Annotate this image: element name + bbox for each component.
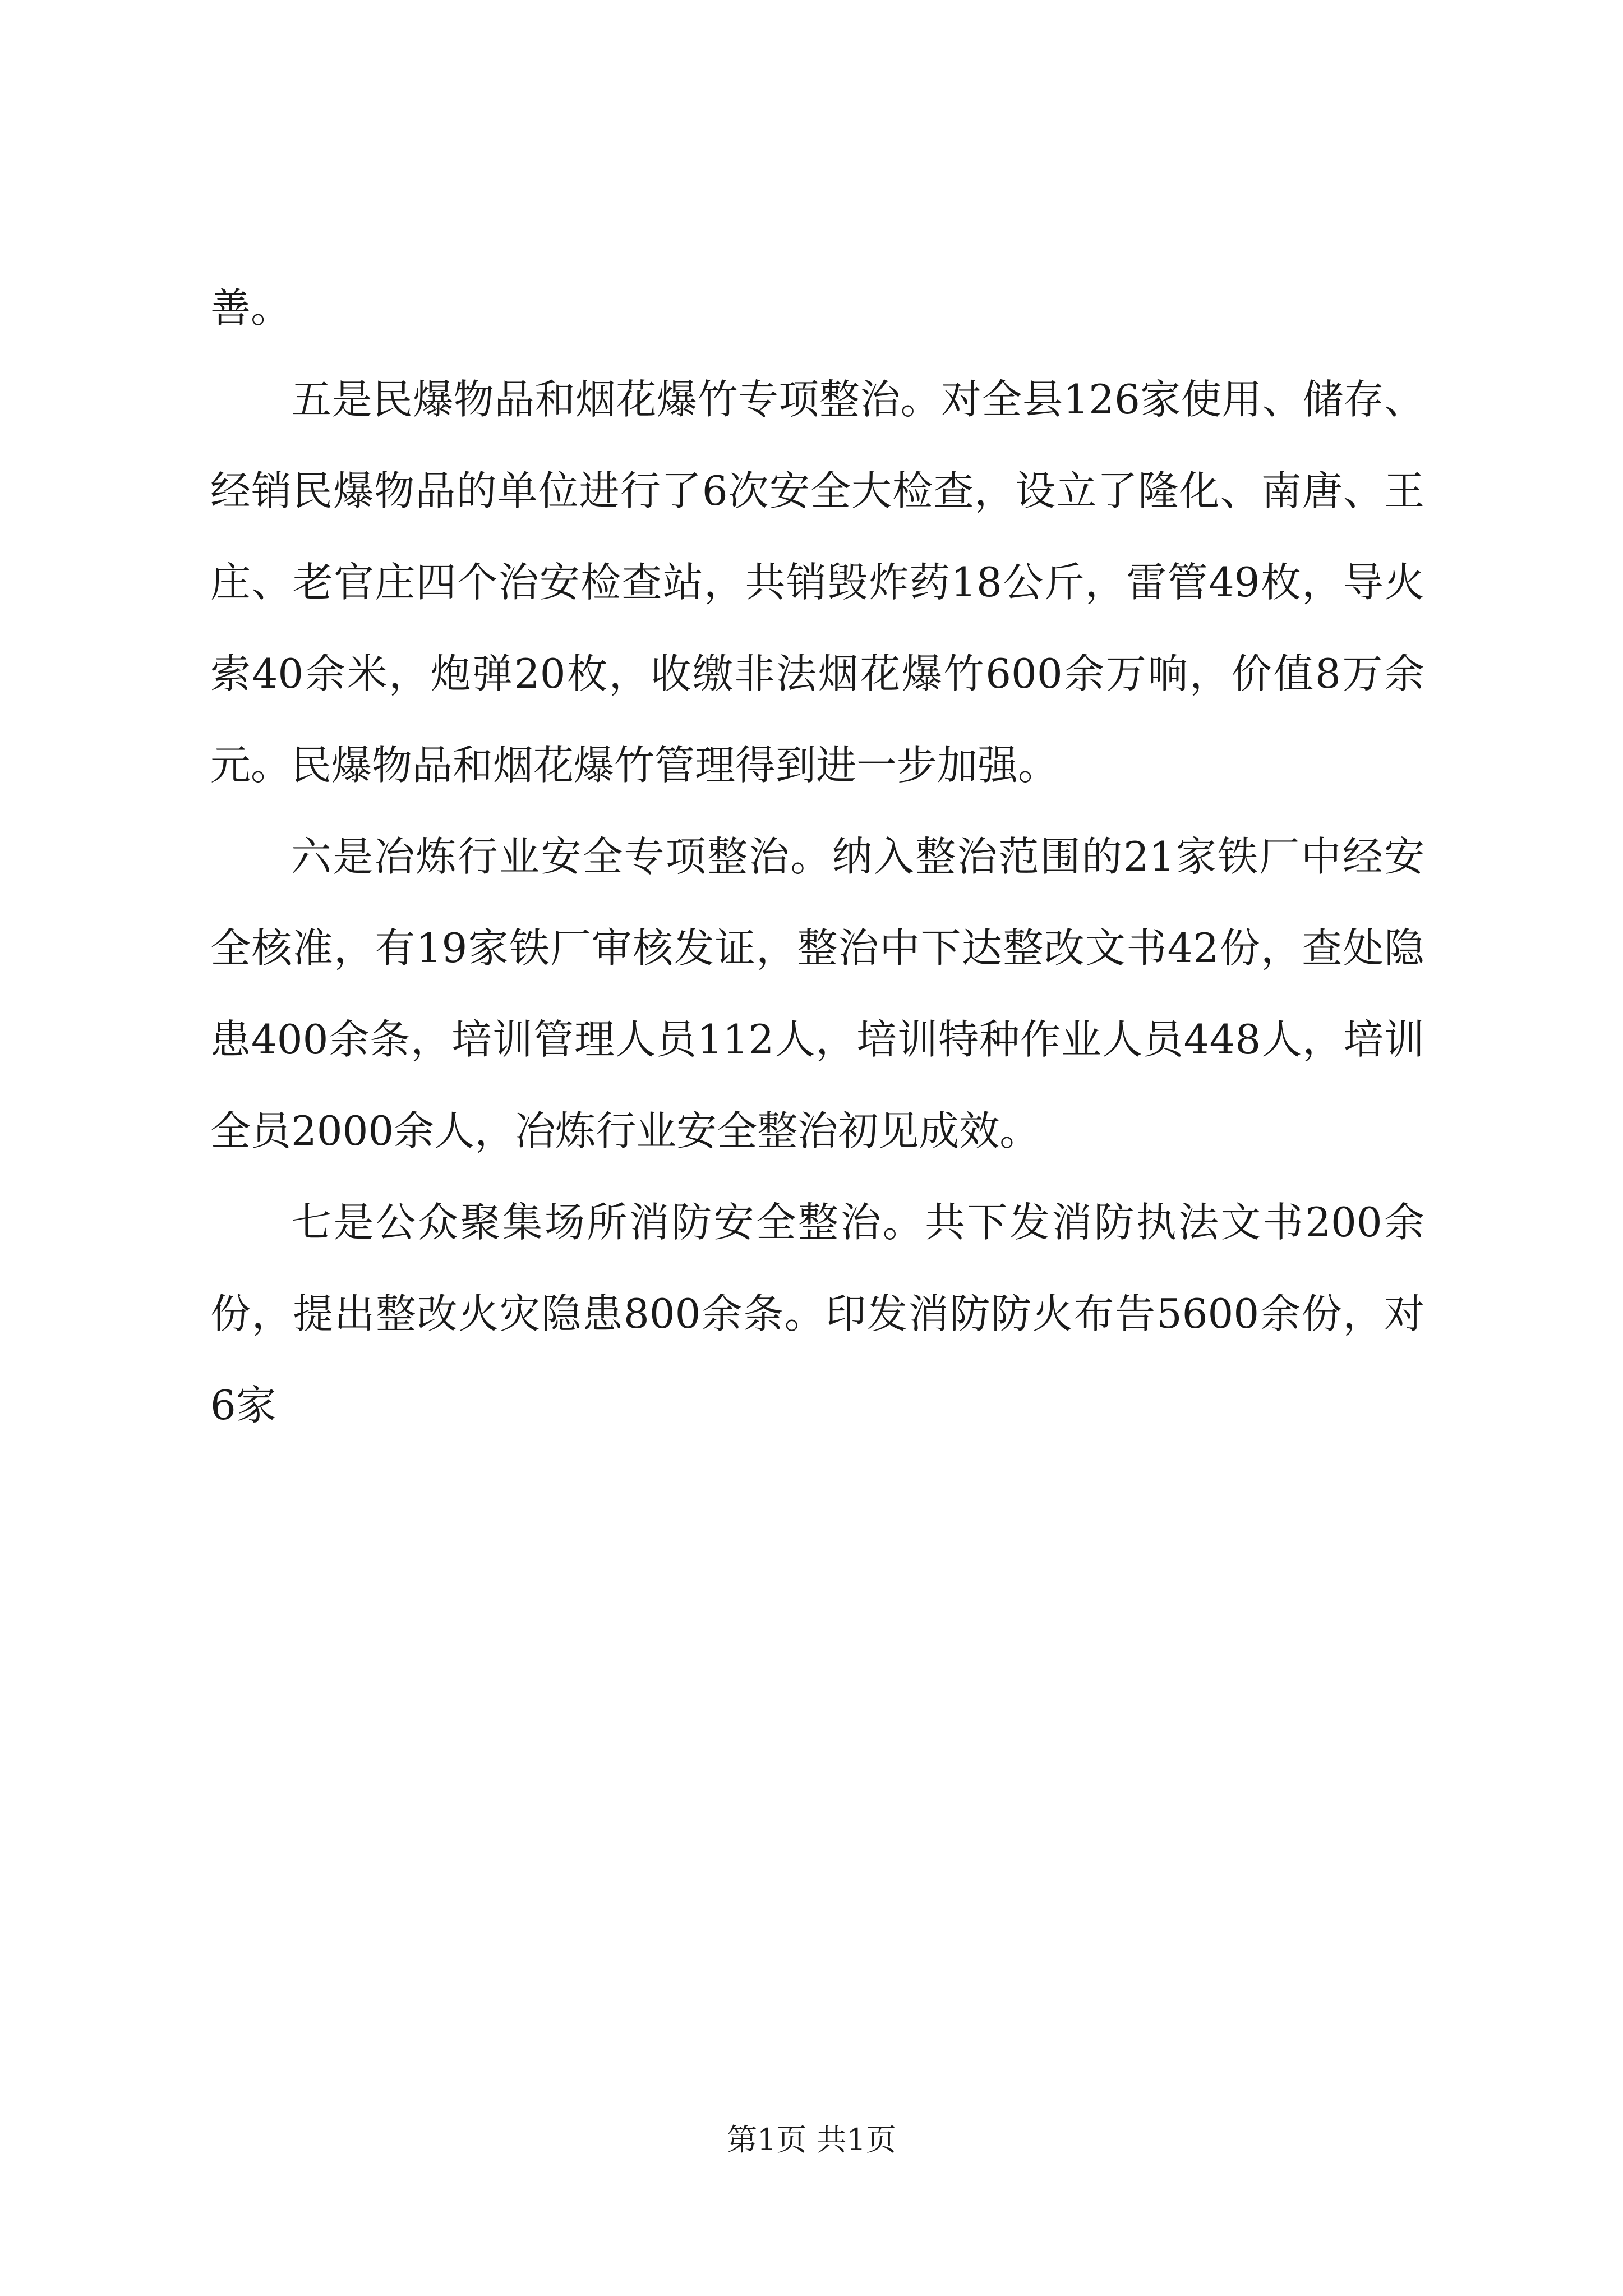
document-body: [210, 263, 1424, 1451]
paragraph-item-5: 五是民爆物品和烟花爆竹专项整治。对全县126家使用、储存、经销民爆物品的单位进行了6次安全大检查，设立了隆化、南唐、王庄、老官庄四个治安检查站，共销毁炸药18公斤，雷管49枚，导火索40余米，炮弹20枚，收缴非法烟花爆竹600余万响，价值8万余元。民爆物品和烟花爆竹管理得到进一步加强。: [210, 376, 1424, 789]
page-footer: 第1页 共1页: [727, 2122, 896, 2157]
paragraph-continuation: 善。: [210, 284, 292, 332]
paragraph-item-7: 七是公众聚集场所消防安全整治。共下发消防执法文书200余份，提出整改火灾隐患800余条。印发消防防火布告5600余份，对6家: [210, 1199, 1424, 1429]
paragraph-item-6: 六是冶炼行业安全专项整治。纳入整治范围的21家铁厂中经安全核准，有19家铁厂审核发证，整治中下达整改文书42份，查处隐患400余条，培训管理人员112人，培训特种作业人员448人，培训全员2000余人，冶炼行业安全整治初见成效。: [210, 833, 1424, 1154]
